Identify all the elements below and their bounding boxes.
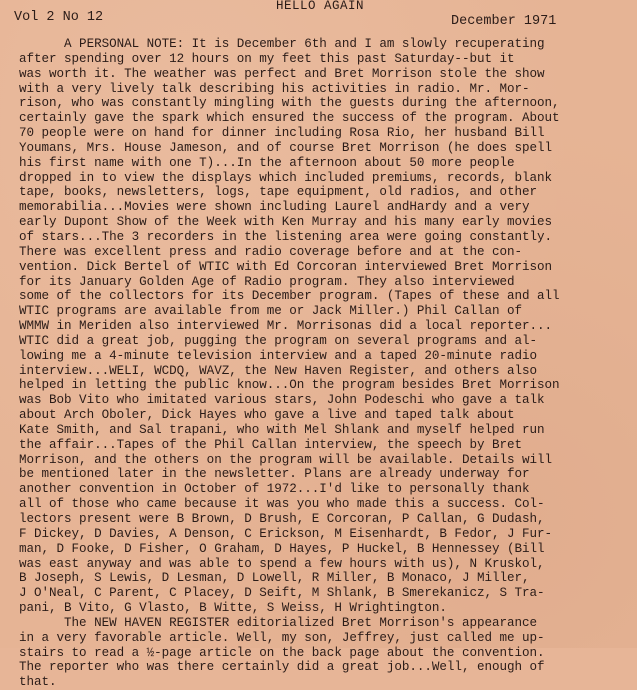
article-line: of stars...The 3 recorders in the listening area were going constantly.: [19, 229, 553, 244]
article-line: about Arch Oboler, Dick Hayes who gave a live and taped talk about: [19, 408, 515, 423]
issue-number: Vol 2 No 12: [14, 10, 104, 25]
article-line: 70 people were on hand for dinner including Rosa Rio, her husband Bill: [19, 126, 545, 141]
article-line: the affair...Tapes of the Phil Callan interview, the speech by Bret: [19, 437, 523, 452]
article-line: stairs to read a ½-page article on the back page about the convention.: [19, 645, 545, 660]
article-line: The reporter who was there certainly did a great job...Well, enough of: [19, 660, 545, 675]
article-line: WTIC did a great job, pugging the program on several programs and al-: [19, 333, 538, 348]
article-line: some of the collectors for its December program. (Tapes of these and all: [19, 289, 560, 304]
article-line: that.: [19, 675, 57, 690]
article-line: J O'Neal, C Parent, C Placey, D Seift, M Shlank, B Smerekanicz, S Tra-: [19, 586, 545, 601]
article-line: WMMW in Meriden also interviewed Mr. Morrisonas did a local reporter...: [19, 319, 553, 334]
article-line: another convention in October of 1972...I'd like to personally thank: [19, 482, 530, 497]
article-line: F Dickey, D Davies, A Denson, C Erickson, M Eisenhardt, B Fedor, J Fur-: [19, 526, 553, 541]
article-line: certainly gave the spark which ensured the success of the program. About: [19, 111, 560, 126]
publication-title: HELLO AGAIN: [276, 0, 365, 13]
article-line: A PERSONAL NOTE: It is December 6th and I am slowly recuperating: [19, 37, 545, 51]
article-line: vention. Dick Bertel of WTIC with Ed Corcoran interviewed Bret Morrison: [19, 259, 553, 274]
issue-date: December 1971: [451, 14, 557, 29]
article-line: WTIC programs are available from me or Jack Miller.) Phil Callan of: [19, 304, 523, 319]
article-line: was worth it. The weather was perfect and Bret Morrison stole the show: [19, 66, 545, 81]
article-line: be mentioned later in the newsletter. Plans are already underway for: [19, 467, 530, 482]
article-line: his first name with one T)...In the afternoon about 50 more people: [19, 155, 515, 170]
article-line: interview...WELI, WCDQ, WAVZ, the New Haven Register, and others also: [19, 363, 538, 378]
masthead: [0, 0, 637, 40]
article-line: for its January Golden Age of Radio program. They also interviewed: [19, 274, 515, 289]
article-line: was east anyway and was able to spend a few hours with us), N Kruskol,: [19, 556, 545, 571]
article-line: with a very lively talk describing his activities in radio. Mr. Mor-: [19, 81, 530, 96]
article-line: memorabilia...Movies were shown including Laurel andHardy and a very: [19, 200, 530, 215]
article-line: Youmans, Mrs. House Jameson, and of course Bret Morrison (he does spell: [19, 140, 553, 155]
article-line: all of those who came because it was you who made this a success. Col-: [19, 497, 545, 512]
article-line: Morrison, and the others on the program will be available. Details will: [19, 452, 553, 467]
article-line: helped in letting the public know...On the program besides Bret Morrison: [19, 378, 560, 393]
article-line: The NEW HAVEN REGISTER editorialized Bret Morrison's appearance: [19, 615, 538, 630]
article-line: rison, who was constantly mingling with the guests during the afternoon,: [19, 96, 560, 111]
article-line: tape, books, newsletters, logs, tape equipment, old radios, and other: [19, 185, 538, 200]
article-line: early Dupont Show of the Week with Ken Murray and his many early movies: [19, 215, 553, 230]
article-body: [19, 37, 627, 690]
article-line: lowing me a 4-minute television interview and a taped 20-minute radio: [19, 348, 538, 363]
article-line: There was excellent press and radio coverage before and at the con-: [19, 244, 523, 259]
article-line: Kate Smith, and Sal trapani, who with Mel Shlank and myself helped run: [19, 422, 545, 437]
article-line: in a very favorable article. Well, my son, Jeffrey, just called me up-: [19, 630, 545, 645]
article-line: pani, B Vito, G Vlasto, B Witte, S Weiss, H Wrightington.: [19, 601, 447, 616]
article-line: after spending over 12 hours on my feet this past Saturday--but it: [19, 51, 515, 66]
article-line: man, D Fooke, D Fisher, O Graham, D Hayes, P Huckel, B Hennessey (Bill: [19, 541, 545, 556]
article-line: lectors present were B Brown, D Brush, E Corcoran, P Callan, G Dudash,: [19, 512, 545, 526]
article-line: dropped in to view the displays which included premiums, records, blank: [19, 170, 553, 185]
article-line: B Joseph, S Lewis, D Lesman, D Lowell, R Miller, B Monaco, J Miller,: [19, 571, 530, 586]
article-line: was Bob Vito who imitated various stars, John Podeschi who gave a talk: [19, 393, 545, 408]
